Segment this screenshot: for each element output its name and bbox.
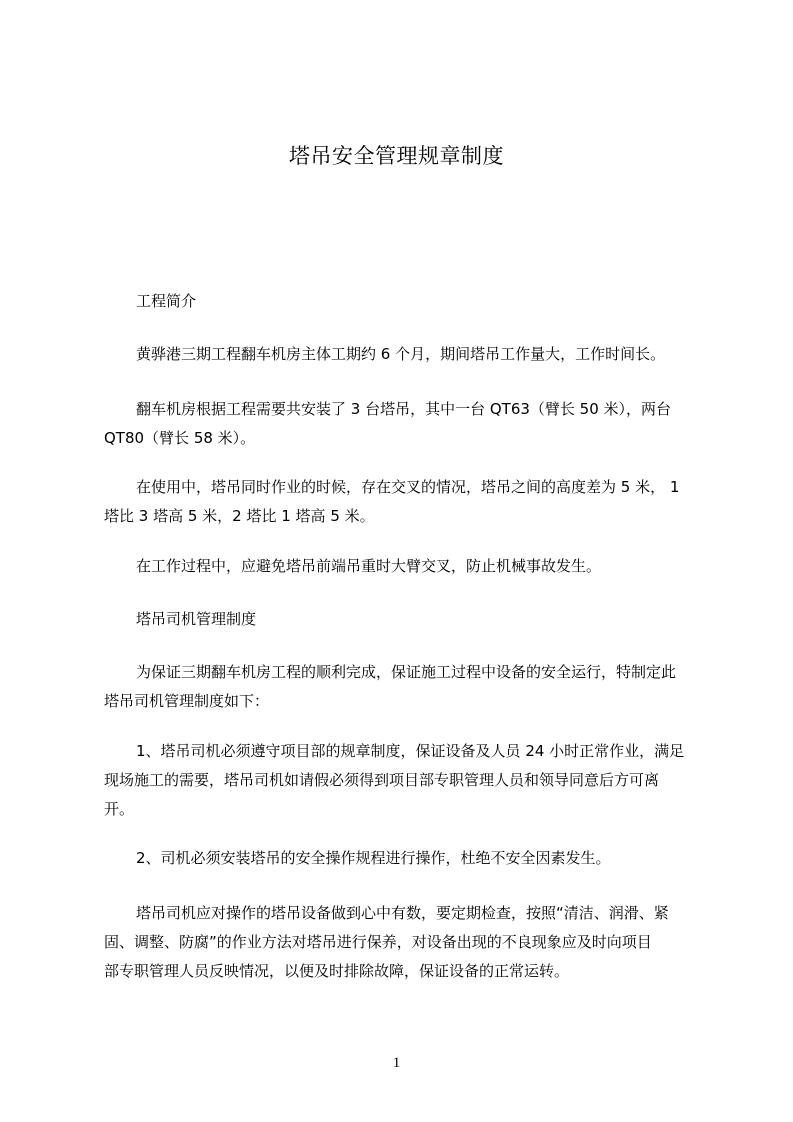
paragraph-rule-1 — [104, 737, 700, 824]
paragraph-line: 为保证三期翻车机房工程的顺利完成，保证施工过程中设备的安全运行，特制定此 — [136, 663, 677, 681]
paragraph-project-duration — [104, 340, 700, 369]
paragraph-management-purpose — [104, 658, 700, 716]
page-number: 1 — [392, 1055, 401, 1071]
paragraph-line: 塔吊司机管理制度如下： — [104, 692, 270, 710]
paragraph-maintenance — [104, 899, 700, 986]
paragraph-line: 部专职管理人员反映情况，以便及时排除故障，保证设备的正常运转。 — [104, 962, 570, 980]
section-heading-project-overview — [104, 287, 700, 316]
paragraph-line: 工程简介 — [136, 292, 197, 310]
paragraph-line: 在工作过程中，应避免塔吊前端吊重时大臂交叉，防止机械事故发生。 — [136, 557, 602, 575]
document-title: 塔吊安全管理规章制度 — [289, 144, 504, 168]
paragraph-crane-height-difference — [104, 473, 700, 531]
paragraph-crane-installation — [104, 395, 700, 453]
paragraph-line: 现场施工的需要，塔吊司机如请假必须得到项目部专职管理人员和领导同意后方可离 — [104, 771, 660, 789]
paragraph-line: 翻车机房根据工程需要共安装了 3 台塔吊，其中一台 QT63（臂长 50 米），两台 — [136, 400, 672, 418]
section-heading-operator-management — [104, 605, 700, 634]
paragraph-line: 在使用中，塔吊同时作业的时候，存在交叉的情况，塔吊之间的高度差为 5 米， 1 — [136, 478, 680, 496]
paragraph-line: 2、司机必须安装塔吊的安全操作规程进行操作，杜绝不安全因素发生。 — [136, 849, 611, 867]
paragraph-line: QT80（臂长 58 米）。 — [104, 429, 256, 447]
paragraph-line: 塔比 3 塔高 5 米，2 塔比 1 塔高 5 米。 — [104, 507, 375, 525]
paragraph-line: 固、调整、防腐”的作业方法对塔吊进行保养，对设备出现的不良现象应及时向项目 — [104, 933, 652, 951]
paragraph-line: 塔吊司机应对操作的塔吊设备做到心中有数，要定期检查，按照“清洁、润滑、紧 — [136, 904, 669, 922]
paragraph-avoid-crossing — [104, 552, 700, 581]
paragraph-line: 黄骅港三期工程翻车机房主体工期约 6 个月，期间塔吊工作量大，工作时间长。 — [136, 345, 666, 363]
paragraph-line: 1、塔吊司机必须遵守项目部的规章制度，保证设备及人员 24 小时正常作业，满足 — [136, 742, 685, 760]
paragraph-rule-2 — [104, 844, 700, 873]
paragraph-line: 塔吊司机管理制度 — [136, 610, 257, 628]
paragraph-line: 开。 — [104, 800, 135, 818]
